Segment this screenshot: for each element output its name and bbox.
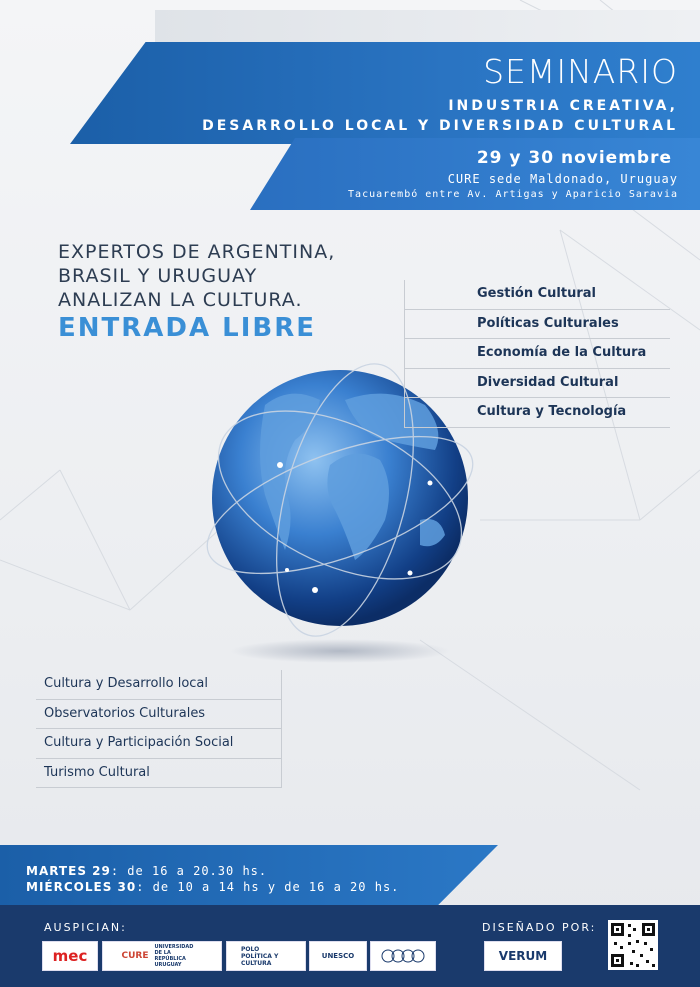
intro-line: ANALIZAN LA CULTURA. [58, 289, 303, 311]
list-item: Cultura y Tecnología [404, 398, 670, 428]
event-address: Tacuarembó entre Av. Artigas y Aparicio Saravia [348, 189, 678, 200]
unesco-logo: UNESCO [309, 941, 367, 971]
sponsors-label: AUSPICIAN: [44, 921, 127, 934]
intro-line: EXPERTOS DE ARGENTINA, [58, 241, 336, 263]
list-item: Diversidad Cultural [404, 369, 670, 399]
list-item: Gestión Cultural [404, 280, 670, 310]
list-item: Cultura y Participación Social [36, 729, 282, 759]
intro-text [58, 240, 335, 312]
header-band-grey [155, 10, 700, 44]
free-entry-label: ENTRADA LIBRE [58, 313, 316, 343]
intro-line: BRASIL Y URUGUAY [58, 265, 258, 287]
page-title: SEMINARIO [483, 52, 678, 91]
list-item: Cultura y Desarrollo local [36, 670, 282, 700]
subtitle-line1: INDUSTRIA CREATIVA, [448, 98, 678, 114]
schedule-day1 [26, 864, 267, 878]
qr-code-icon[interactable] [608, 920, 658, 970]
partner-logo [370, 941, 436, 971]
mec-logo: mec [42, 941, 98, 971]
day2-time: : de 10 a 14 hs y de 16 a 20 hs. [136, 880, 400, 894]
topics-left-list [36, 670, 282, 788]
event-dates: 29 y 30 noviembre [476, 148, 672, 168]
topics-right-list [404, 280, 670, 428]
list-item: Turismo Cultural [36, 759, 282, 789]
list-item: Políticas Culturales [404, 310, 670, 340]
cure-udelar-logo: CURE UNIVERSIDAD DE LA REPÚBLICA URUGUAY [102, 941, 222, 971]
day2-label: MIÉRCOLES 30 [26, 880, 137, 894]
designed-by-label: DISEÑADO POR: [482, 921, 597, 934]
list-item: Economía de la Cultura [404, 339, 670, 369]
schedule-day2 [26, 880, 399, 894]
partner-emblem-icon [378, 947, 428, 965]
verum-logo: VERUM [484, 941, 562, 971]
polo-logo: POLO POLÍTICA Y CULTURA [226, 941, 306, 971]
day1-time: : de 16 a 20.30 hs. [110, 864, 268, 878]
list-item: Observatorios Culturales [36, 700, 282, 730]
day1-label: MARTES 29 [26, 864, 111, 878]
event-venue: CURE sede Maldonado, Uruguay [447, 172, 678, 186]
subtitle-line2: DESARROLLO LOCAL Y DIVERSIDAD CULTURAL [202, 118, 678, 134]
